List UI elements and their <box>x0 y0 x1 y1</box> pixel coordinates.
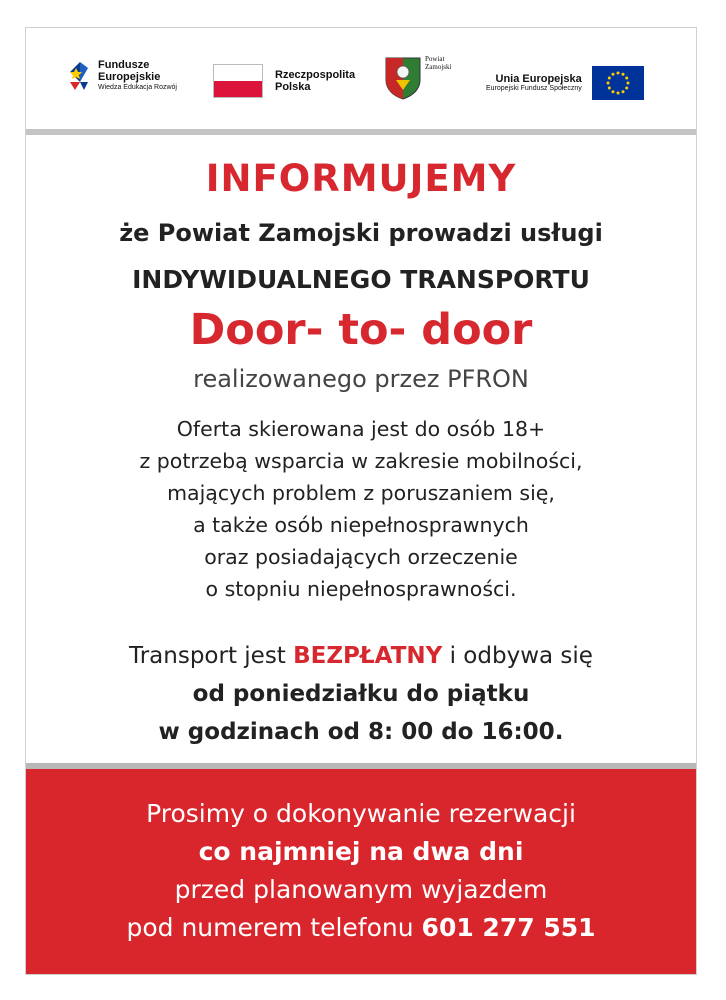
offer-line: a także osób niepełnosprawnych <box>193 513 529 537</box>
footer-line2: co najmniej na dwa dni <box>198 837 524 866</box>
polish-flag-icon <box>213 64 263 98</box>
fundusze-line2: Europejskie <box>98 70 161 83</box>
eu-flag-icon <box>592 66 644 100</box>
headline: INFORMUJEMY <box>205 157 517 200</box>
poster <box>25 27 697 975</box>
days-text: od poniedziałku do piątku <box>192 681 530 707</box>
main-content <box>26 135 696 763</box>
door-to-door-title: Door- to- door <box>189 305 533 355</box>
footer-line4 <box>26 909 696 947</box>
coat-of-arms-icon <box>384 56 422 100</box>
rzeczpospolita-logo <box>213 64 355 98</box>
transport-line <box>26 643 696 669</box>
footer-line1: Prosimy o dokonywanie rezerwacji <box>146 799 576 828</box>
fundusze-line3: Wiedza Edukacja Rozwój <box>98 83 177 91</box>
fundusze-europejskie-logo <box>66 58 177 92</box>
reservation-footer <box>26 769 696 975</box>
service-title: INDYWIDUALNEGO TRANSPORTU <box>132 265 590 294</box>
free-highlight: BEZPŁATNY <box>293 643 443 669</box>
offer-line: z potrzebą wsparcia w zakresie mobilności, <box>139 449 583 473</box>
offer-line: oraz posiadających orzeczenie <box>204 545 518 569</box>
rzeczpospolita-line1: Rzeczpospolita <box>275 68 356 81</box>
unia-line1: Unia Europejska <box>495 73 582 86</box>
offer-line: mających problem z poruszaniem się, <box>167 481 555 505</box>
offer-text <box>26 413 696 605</box>
powiat-line2: Zamojski <box>425 62 452 71</box>
rzeczpospolita-line2: Polska <box>275 81 311 93</box>
offer-line: Oferta skierowana jest do osób 18+ <box>176 417 546 441</box>
phone-prefix: pod numerem telefonu <box>126 913 422 942</box>
unia-line2: Europejski Fundusz Społeczny <box>486 85 582 93</box>
hours-text: w godzinach od 8: 00 do 16:00. <box>158 719 564 745</box>
realized-by-text: realizowanego przez PFRON <box>193 365 529 393</box>
footer-line3: przed planowanym wyjazdem <box>174 875 548 904</box>
logo-bar <box>26 28 696 128</box>
intro-text: że Powiat Zamojski prowadzi usługi <box>119 219 603 247</box>
transport-suffix: i odbywa się <box>442 643 593 669</box>
phone-number: 601 277 551 <box>421 913 596 942</box>
fundusze-line1: Fundusze <box>98 58 150 71</box>
offer-line: o stopniu niepełnosprawności. <box>205 577 517 601</box>
powiat-zamojski-logo <box>384 56 451 100</box>
fundusze-europejskie-icon <box>66 58 92 92</box>
transport-prefix: Transport jest <box>129 643 294 669</box>
powiat-line1: Powiat <box>425 55 445 63</box>
unia-europejska-logo <box>486 66 644 100</box>
